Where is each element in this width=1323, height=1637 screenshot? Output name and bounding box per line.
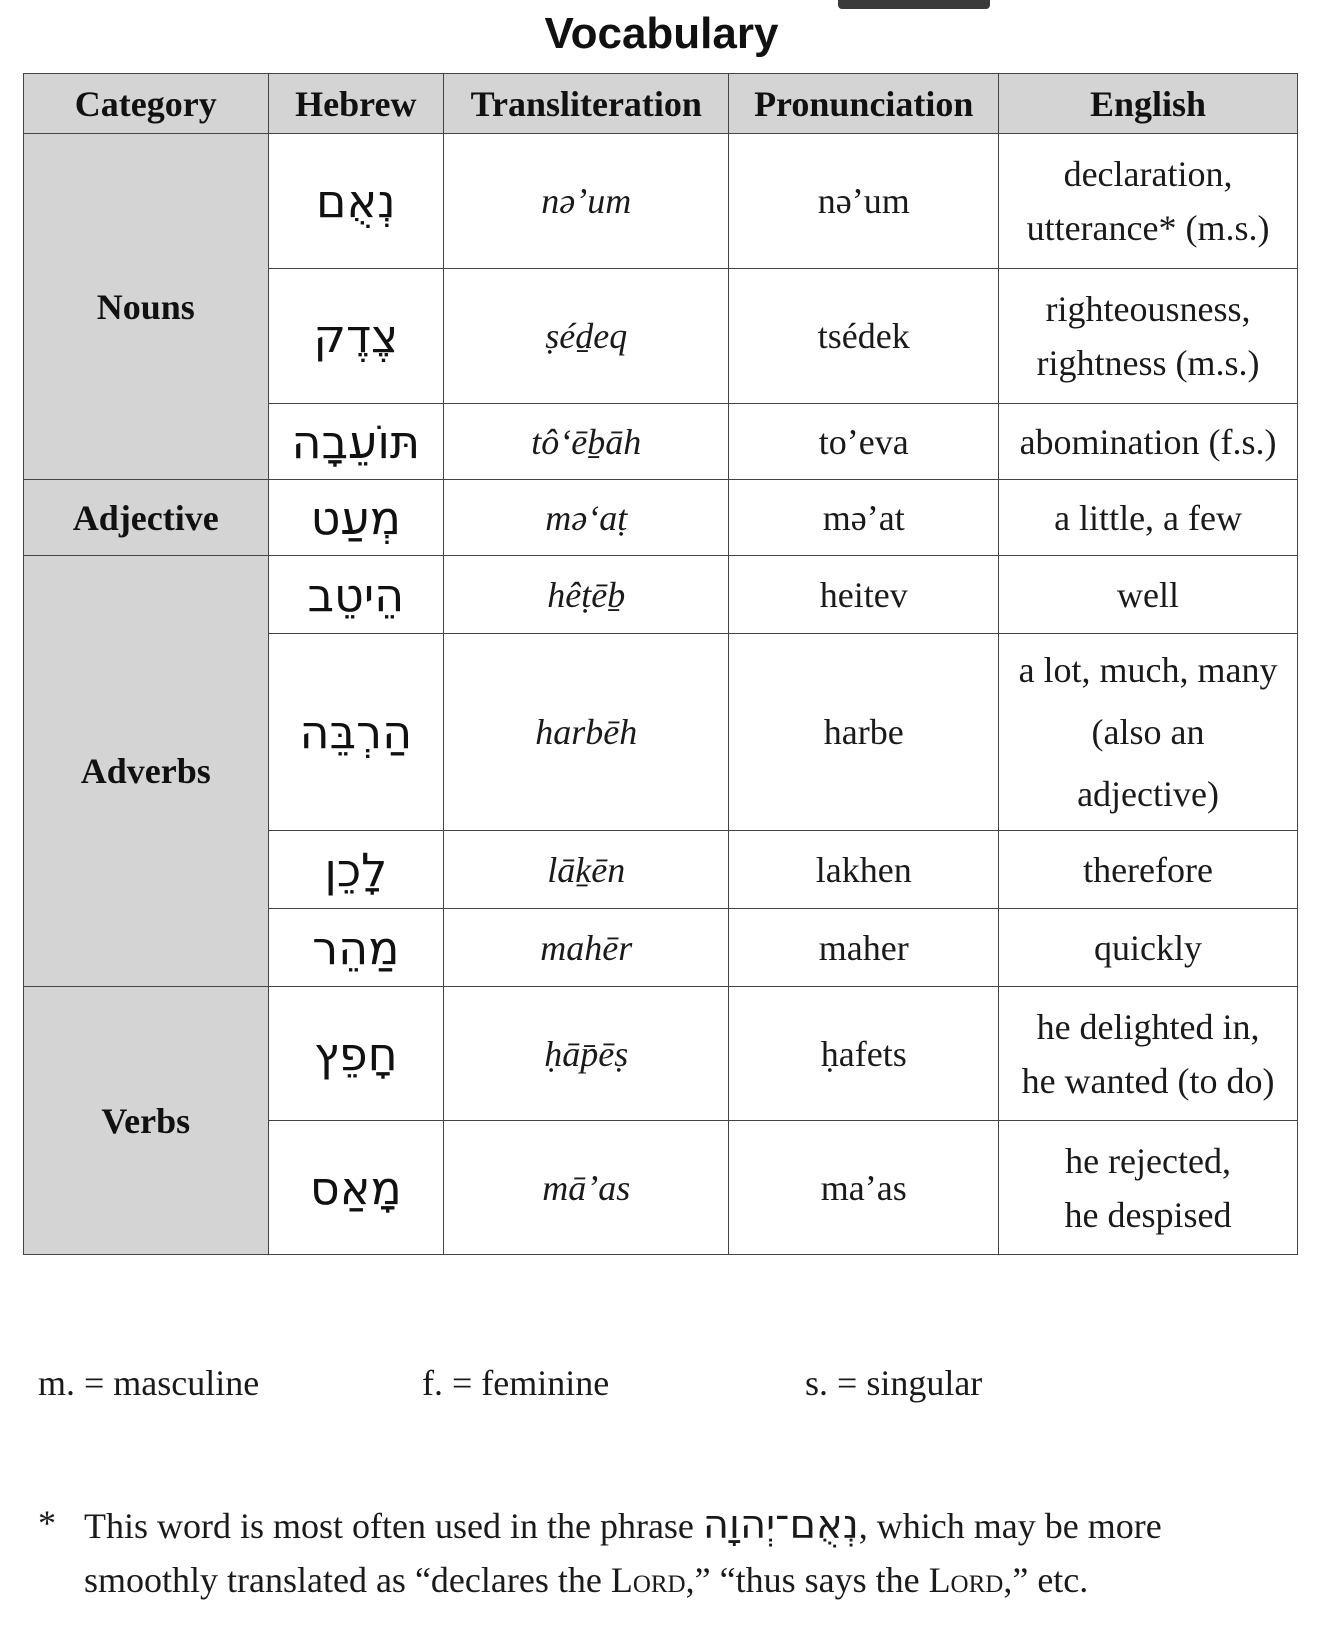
english-meaning [999,634,1298,831]
english-meaning: quickly [999,909,1298,987]
transliteration: məʻaṭ [444,480,729,556]
abbrev-masculine: m. = masculine [38,1363,260,1403]
vocabulary-table [23,73,1298,1255]
english-line: a lot, much, many [1018,650,1278,690]
table-header-row [24,74,1298,134]
hebrew-word: מָאַס [268,1121,444,1255]
transliteration: hêṭēḇ [444,556,729,634]
hebrew-word: תּוֹעֵבָה [268,404,444,480]
header-hebrew: Hebrew [268,74,444,134]
english-line: adjective) [1077,774,1219,814]
english-line: he rejected, [1065,1140,1231,1181]
pronunciation: nəʼum [729,134,999,269]
pronunciation: maher [729,909,999,987]
hebrew-word: הֵיטֵב [268,556,444,634]
english-meaning [999,134,1298,269]
hebrew-word: נְאֻם [268,134,444,269]
english-meaning [999,987,1298,1121]
header-category: Category [24,74,269,134]
footnote-marker: * [38,1503,56,1543]
table-row [24,480,1298,556]
transliteration: nəʼum [444,134,729,269]
english-line: he delighted in, [1036,1006,1260,1047]
hebrew-word: מְעַט [268,480,444,556]
english-line: (also an [1091,712,1205,752]
abbrev-singular: s. = singular [805,1363,983,1403]
english-line: rightness (m.s.) [1036,343,1260,383]
footnote-hebrew-phrase: נְאֻם־יְהוָה [702,1502,859,1548]
page-title: Vocabulary [544,9,779,58]
pronunciation: maʼas [729,1121,999,1255]
english-line: declaration, [1063,154,1233,194]
category-nouns: Nouns [24,134,269,480]
footnote-part: ,” etc. [1003,1560,1089,1600]
category-adjective: Adjective [24,480,269,556]
hebrew-word: חָפֵץ [268,987,444,1121]
pronunciation: toʼeva [729,404,999,480]
pronunciation: lakhen [729,831,999,909]
pronunciation: məʼat [729,480,999,556]
transliteration: ḥāp̄ēṣ [444,987,729,1121]
english-meaning: abomination (f.s.) [999,404,1298,480]
transliteration: harbēh [444,634,729,831]
footnote-part: smoothly translated as “declares the [84,1560,611,1600]
transliteration: māʼas [444,1121,729,1255]
pronunciation: tsédek [729,269,999,404]
footnote-lord: Lord [610,1560,686,1600]
english-line: righteousness, [1045,289,1251,329]
transliteration: tôʻēḇāh [444,404,729,480]
hebrew-word: צֶדֶק [268,269,444,404]
footnote-part: This word is most often used in the phrase [84,1506,703,1546]
pronunciation: harbe [729,634,999,831]
footnote-text [84,1498,1284,1607]
english-meaning: well [999,556,1298,634]
header-transliteration: Transliteration [444,74,729,134]
pronunciation: ḥafets [729,987,999,1121]
english-meaning [999,1121,1298,1255]
english-line: he wanted (to do) [1021,1060,1275,1101]
table-row [24,987,1298,1121]
abbrev-feminine: f. = feminine [422,1363,610,1403]
transliteration: mahēr [444,909,729,987]
hebrew-word: לָכֵן [268,831,444,909]
table-row [24,556,1298,634]
footnote-part: ,” “thus says the [685,1560,929,1600]
footnote-lord: Lord [928,1560,1004,1600]
pronunciation: heitev [729,556,999,634]
hebrew-word: מַהֵר [268,909,444,987]
header-english: English [999,74,1298,134]
category-adverbs: Adverbs [24,556,269,987]
english-meaning: a little, a few [999,480,1298,556]
footnote-part: , which may be more [858,1506,1162,1546]
transliteration: lāḵēn [444,831,729,909]
english-line: he despised [1064,1194,1232,1235]
table-row [24,134,1298,269]
header-pronunciation: Pronunciation [729,74,999,134]
english-meaning: therefore [999,831,1298,909]
hebrew-word: הַרְבֵּה [268,634,444,831]
transliteration: ṣéḏeq [444,269,729,404]
english-line: utterance* (m.s.) [1026,208,1270,248]
category-verbs: Verbs [24,987,269,1255]
english-meaning [999,269,1298,404]
